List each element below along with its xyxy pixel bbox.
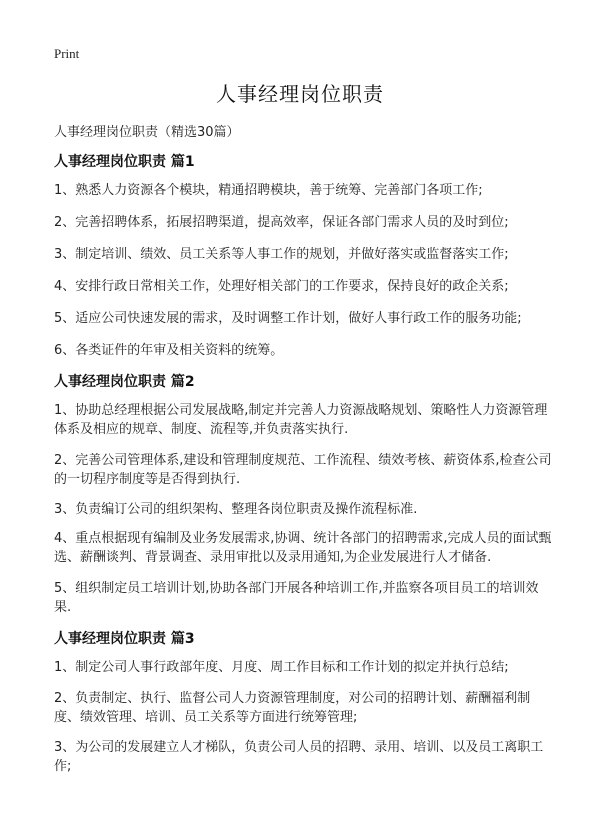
- list-item: 4、重点根据现有编制及业务发展需求,协调、统计各部门的招聘需求,完成人员的面试甄选、薪酬谈判、背景调查、录用审批以及录用通知,为企业发展进行人才储备.: [54, 531, 552, 565]
- list-item: 1、熟悉人力资源各个模块，精通招聘模块，善于统筹、完善部门各项工作;: [54, 183, 483, 198]
- page-title: 人事经理岗位职责: [216, 82, 384, 106]
- list-item: 6、各类证件的年审及相关资料的统筹。: [54, 343, 284, 358]
- document-subtitle: 人事经理岗位职责（精选30篇）: [54, 125, 240, 140]
- section-heading-3: 人事经理岗位职责 篇3: [54, 631, 195, 647]
- list-item: 1、协助总经理根据公司发展战略,制定并完善人力资源战略规划、策略性人力资源管理体系及相应的规章、制度、流程等,并负责落实执行.: [54, 403, 548, 437]
- list-item: 3、制定培训、绩效、员工关系等人事工作的规划，并做好落实或监督落实工作;: [54, 247, 509, 262]
- list-item: 2、完善招聘体系，拓展招聘渠道，提高效率，保证各部门需求人员的及时到位;: [54, 215, 509, 230]
- section-heading-2: 人事经理岗位职责 篇2: [54, 374, 195, 390]
- print-label[interactable]: Print: [54, 46, 80, 61]
- list-item: 3、负责编订公司的组织架构、整理各岗位职责及操作流程标准.: [54, 502, 418, 517]
- list-item: 4、安排行政日常相关工作，处理好相关部门的工作要求，保持良好的政企关系;: [54, 279, 509, 294]
- list-item: 2、负责制定、执行、监督公司人力资源管理制度，对公司的招聘计划、薪酬福利制度、绩效管理、培训、员工关系等方面进行统筹管理;: [54, 691, 531, 725]
- list-item: 1、制定公司人事行政部年度、月度、周工作目标和工作计划的拟定并执行总结;: [54, 660, 509, 675]
- list-item: 3、为公司的发展建立人才梯队，负责公司人员的招聘、录用、培训、以及员工离职工作;: [54, 740, 544, 774]
- list-item: 5、适应公司快速发展的需求，及时调整工作计划，做好人事行政工作的服务功能;: [54, 311, 522, 326]
- list-item: 5、组织制定员工培训计划,协助各部门开展各种培训工作,并监察各项目员工的培训效果.: [54, 581, 539, 615]
- list-item: 2、完善公司管理体系,建设和管理制度规范、工作流程、绩效考核、薪资体系,检查公司的一切程序制度等是否得到执行.: [54, 453, 552, 487]
- section-heading-1: 人事经理岗位职责 篇1: [54, 154, 195, 170]
